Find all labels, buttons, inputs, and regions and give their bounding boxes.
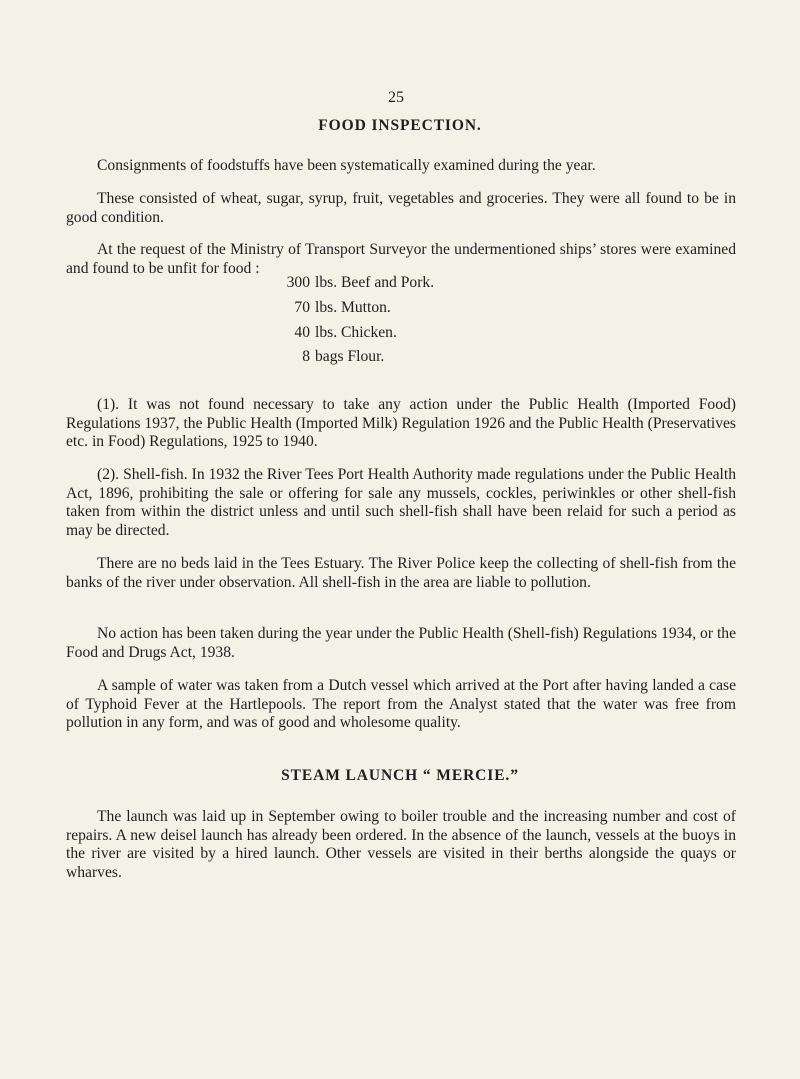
item-description: lbs. Mutton. <box>315 298 391 316</box>
item-description: lbs. Chicken. <box>315 323 397 341</box>
list-item <box>272 271 434 296</box>
paragraph-text: These consisted of wheat, sugar, syrup, fruit, vegetables and groceries. They were all found to be in good condition. <box>66 190 736 226</box>
paragraph-water-sample <box>66 677 736 733</box>
item-quantity: 8 <box>302 348 310 366</box>
list-item <box>272 296 434 321</box>
condemned-stores-list <box>272 271 434 370</box>
paragraph-launch <box>66 808 736 882</box>
paragraph-foodstuffs-condition <box>66 190 736 227</box>
paragraph-text: At the request of the Ministry of Transport Surveyor the undermentioned ships’ stores were examined and found to be unfit for food : <box>66 241 736 277</box>
paragraph-consignments <box>66 157 736 176</box>
list-item <box>272 321 434 346</box>
paragraph-text: There are no beds laid in the Tees Estuary. The River Police keep the collecting of shell-fish from the banks of the river under observation. All shell-fish in the area are liable to pollution. <box>66 555 736 591</box>
paragraph-text: A sample of water was taken from a Dutch vessel which arrived at the Port after having landed a case of Typhoid Fever at the Hartlepools. The report from the Analyst stated that the water was free from pollution in any form, and was of good and wholesome quality. <box>66 677 736 732</box>
item-quantity: 70 <box>294 298 310 316</box>
page-number: 25 <box>388 89 404 106</box>
paragraph-tees-estuary <box>66 555 736 592</box>
paragraph-text: (2). Shell-fish. In 1932 the River Tees Port Health Authority made regulations under the Public Health Act, 1896, prohibiting the sale or offering for sale any mussels, cockles, periwinkles or other shell-fish taken from within the district unless and until such shell-fish shall have been relaid for such a period as may be directed. <box>66 466 736 539</box>
item-quantity: 300 <box>286 274 310 291</box>
paragraph-no-action <box>66 625 736 662</box>
list-item <box>272 345 434 370</box>
item-description: lbs. Beef and Pork. <box>315 274 435 291</box>
paragraph-text: The launch was laid up in September owing to boiler trouble and the increasing number and cost of repairs. A new deisel launch has already been ordered. In the absence of the launch, vessels at the buoys in the river are visited by a hired launch. Other vessels are visited in their berths alongside the quays or wharves. <box>66 808 736 881</box>
paragraph-shell-fish-regulations <box>66 466 736 540</box>
item-quantity: 40 <box>294 323 310 341</box>
item-description: bags Flour. <box>315 348 385 366</box>
paragraph-text: Consignments of foodstuffs have been systematically examined during the year. <box>97 157 596 174</box>
food-inspection-heading: FOOD INSPECTION. <box>318 117 482 134</box>
paragraph-regulations-1 <box>66 396 736 452</box>
paragraph-text: No action has been taken during the year under the Public Health (Shell-fish) Regulations 1934, or the Food and Drugs Act, 1938. <box>66 625 736 661</box>
paragraph-text: (1). It was not found necessary to take any action under the Public Health (Imported Food) Regulations 1937, the Public Health (Imported Milk) Regulation 1926 and the Public Health (Preservatives etc. in Food) Regulations, 1925 to 1940. <box>66 396 736 451</box>
steam-launch-heading: STEAM LAUNCH “ MERCIE.” <box>281 767 519 784</box>
